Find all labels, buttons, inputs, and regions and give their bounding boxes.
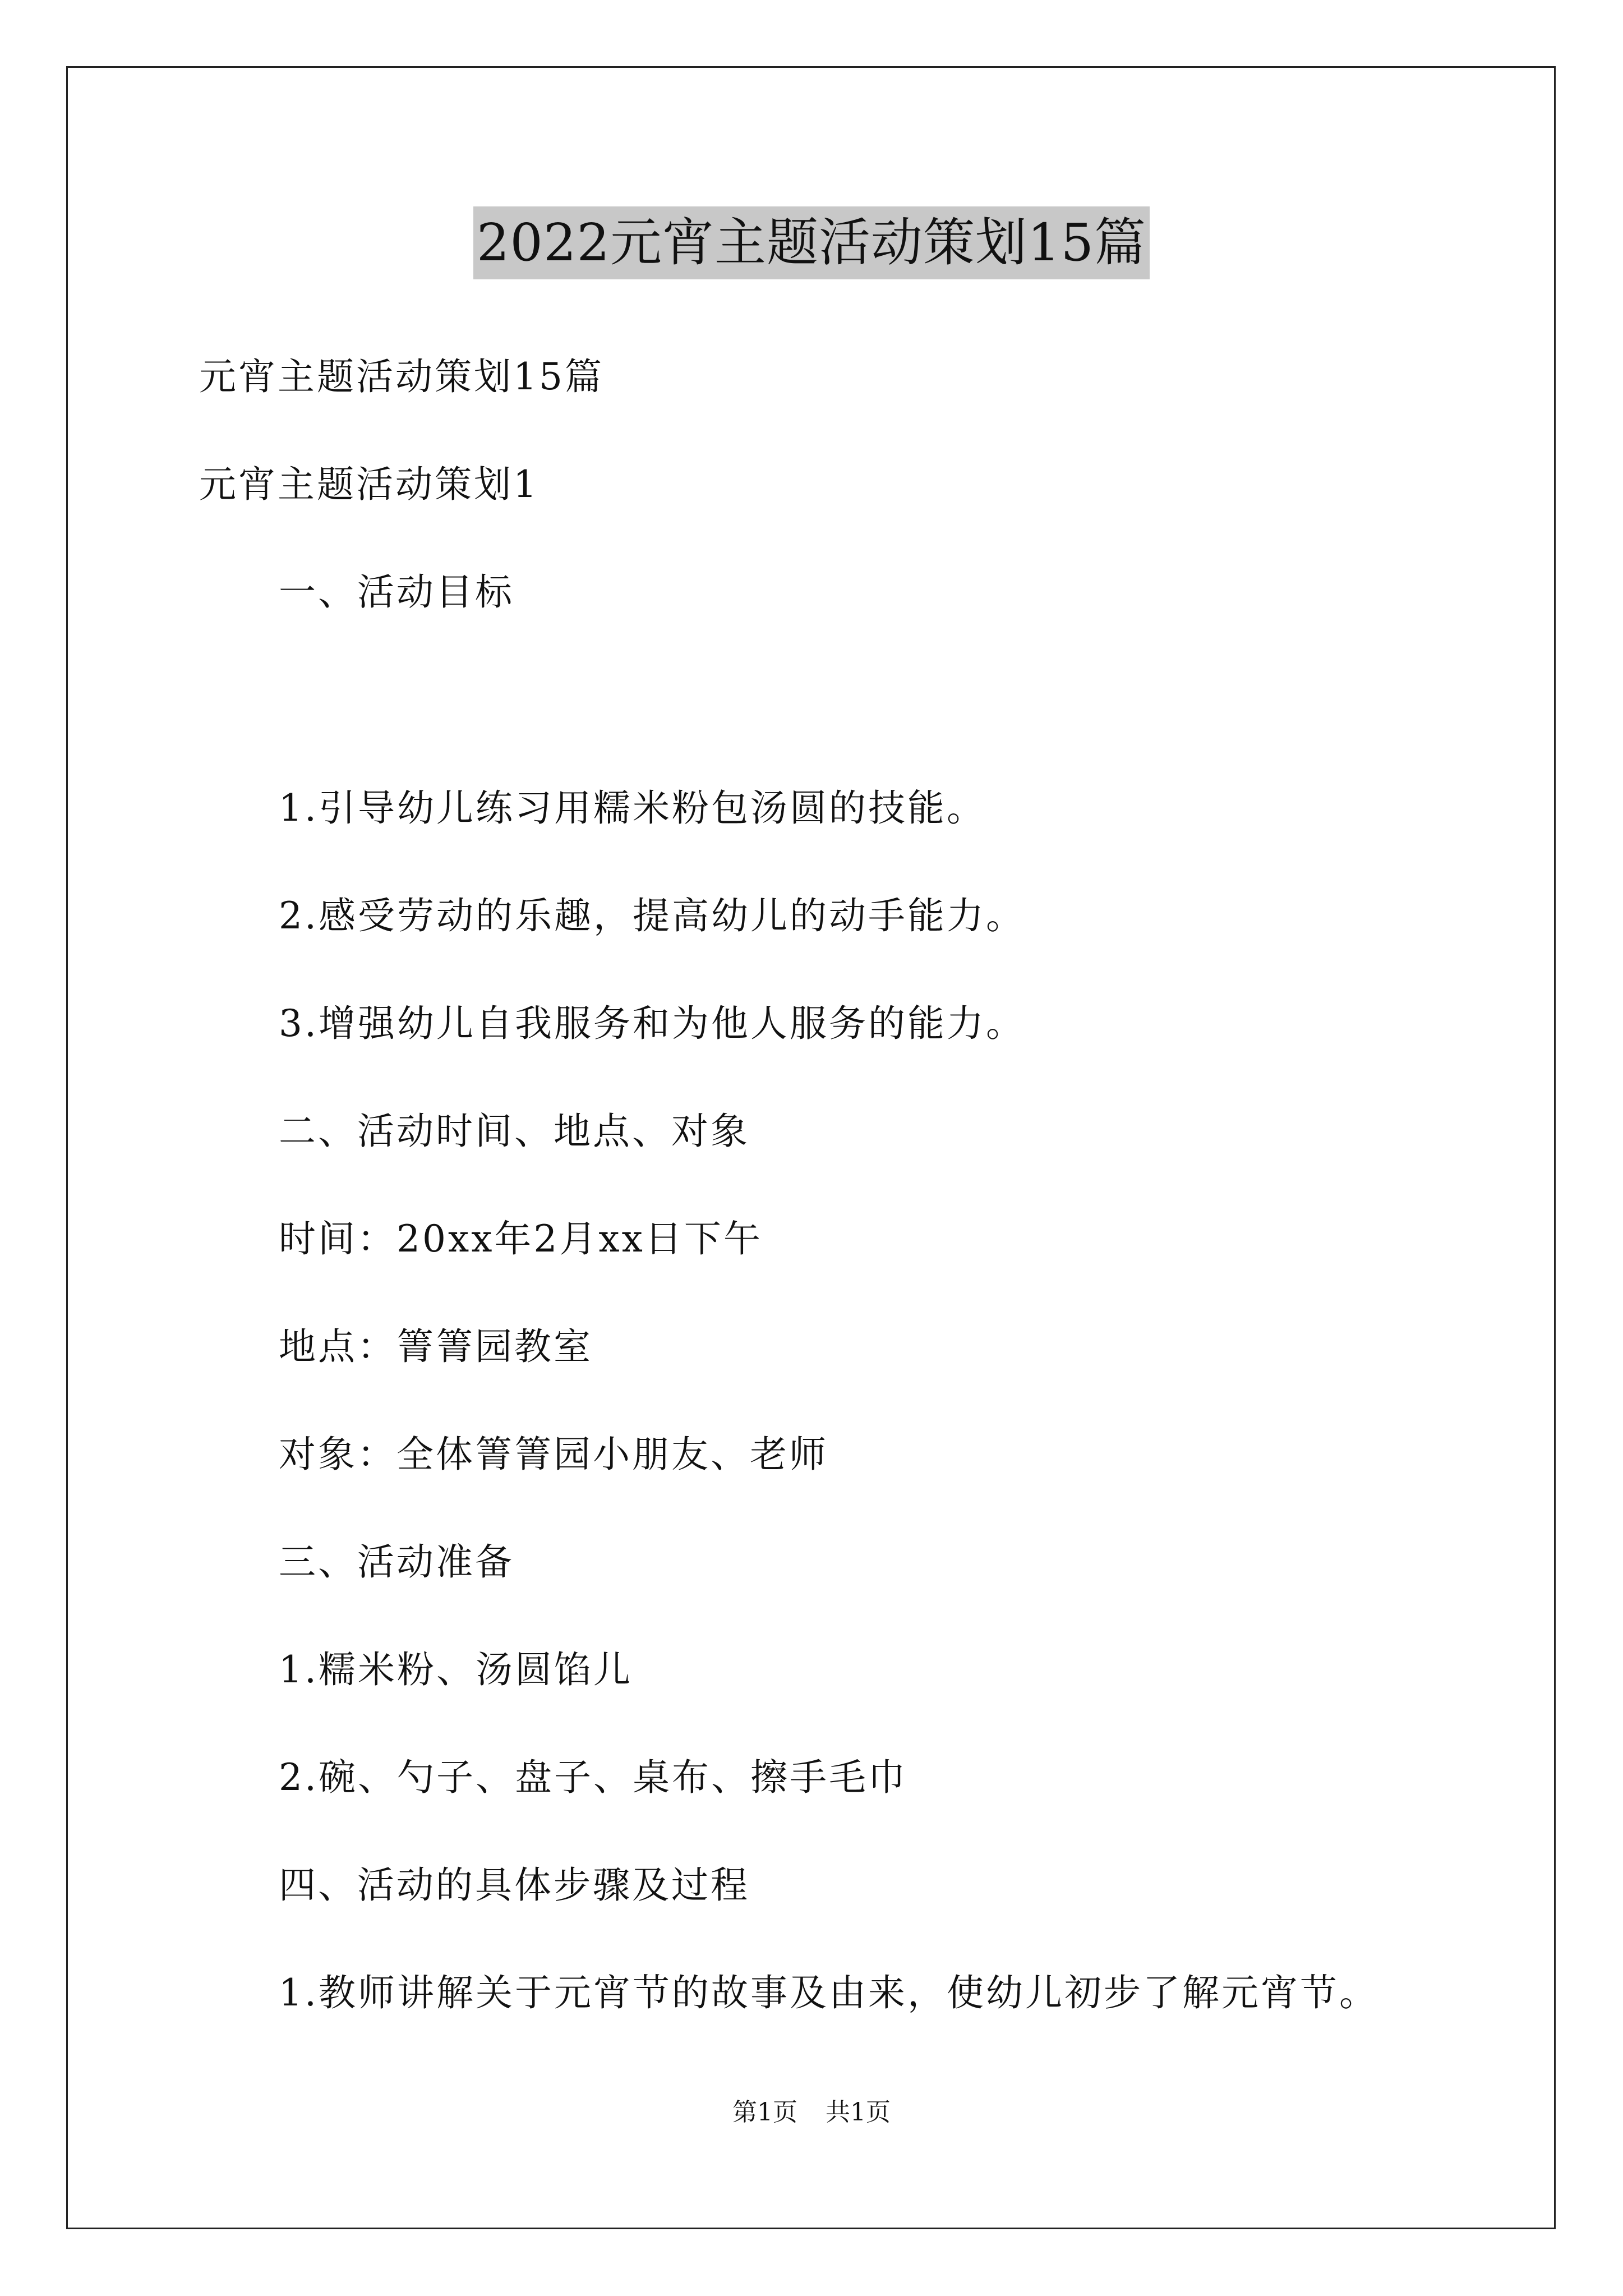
paragraph-line: 3.增强幼儿自我服务和为他人服务的能力。: [279, 1002, 1025, 1045]
heading-steps: 四、活动的具体步骤及过程: [279, 1864, 750, 1907]
paragraph-line: 时间：20xx年2月xx日下午: [279, 1217, 763, 1260]
paragraph-line: 1.糯米粉、汤圆馅儿: [279, 1648, 633, 1691]
paragraph-line: 2.碗、勺子、盘子、桌布、擦手毛巾: [279, 1756, 907, 1799]
heading-time-place-target: 二、活动时间、地点、对象: [279, 1110, 750, 1153]
section-heading: 元宵主题活动策划1: [199, 463, 539, 506]
page-footer: [0, 2096, 1623, 2129]
paragraph-line: 地点：箐箐园教室: [279, 1325, 593, 1368]
page-number: 第1页: [732, 2098, 797, 2127]
paragraph-line: 1.引导幼儿练习用糯米粉包汤圆的技能。: [279, 786, 986, 830]
paragraph-line: 1.教师讲解关于元宵节的故事及由来，使幼儿初步了解元宵节。: [279, 1971, 1378, 2014]
paragraph-line: 2.感受劳动的乐趣，提高幼儿的动手能力。: [279, 894, 1025, 937]
paragraph-line: 对象：全体箐箐园小朋友、老师: [279, 1433, 828, 1476]
document-subtitle: 元宵主题活动策划15篇: [199, 355, 604, 398]
document-title: 2022元宵主题活动策划15篇: [473, 206, 1150, 279]
page-total: 共1页: [826, 2098, 891, 2127]
document-title-wrapper: [0, 206, 1623, 279]
heading-activity-goals: 一、活动目标: [279, 570, 514, 614]
heading-preparation: 三、活动准备: [279, 1540, 514, 1584]
